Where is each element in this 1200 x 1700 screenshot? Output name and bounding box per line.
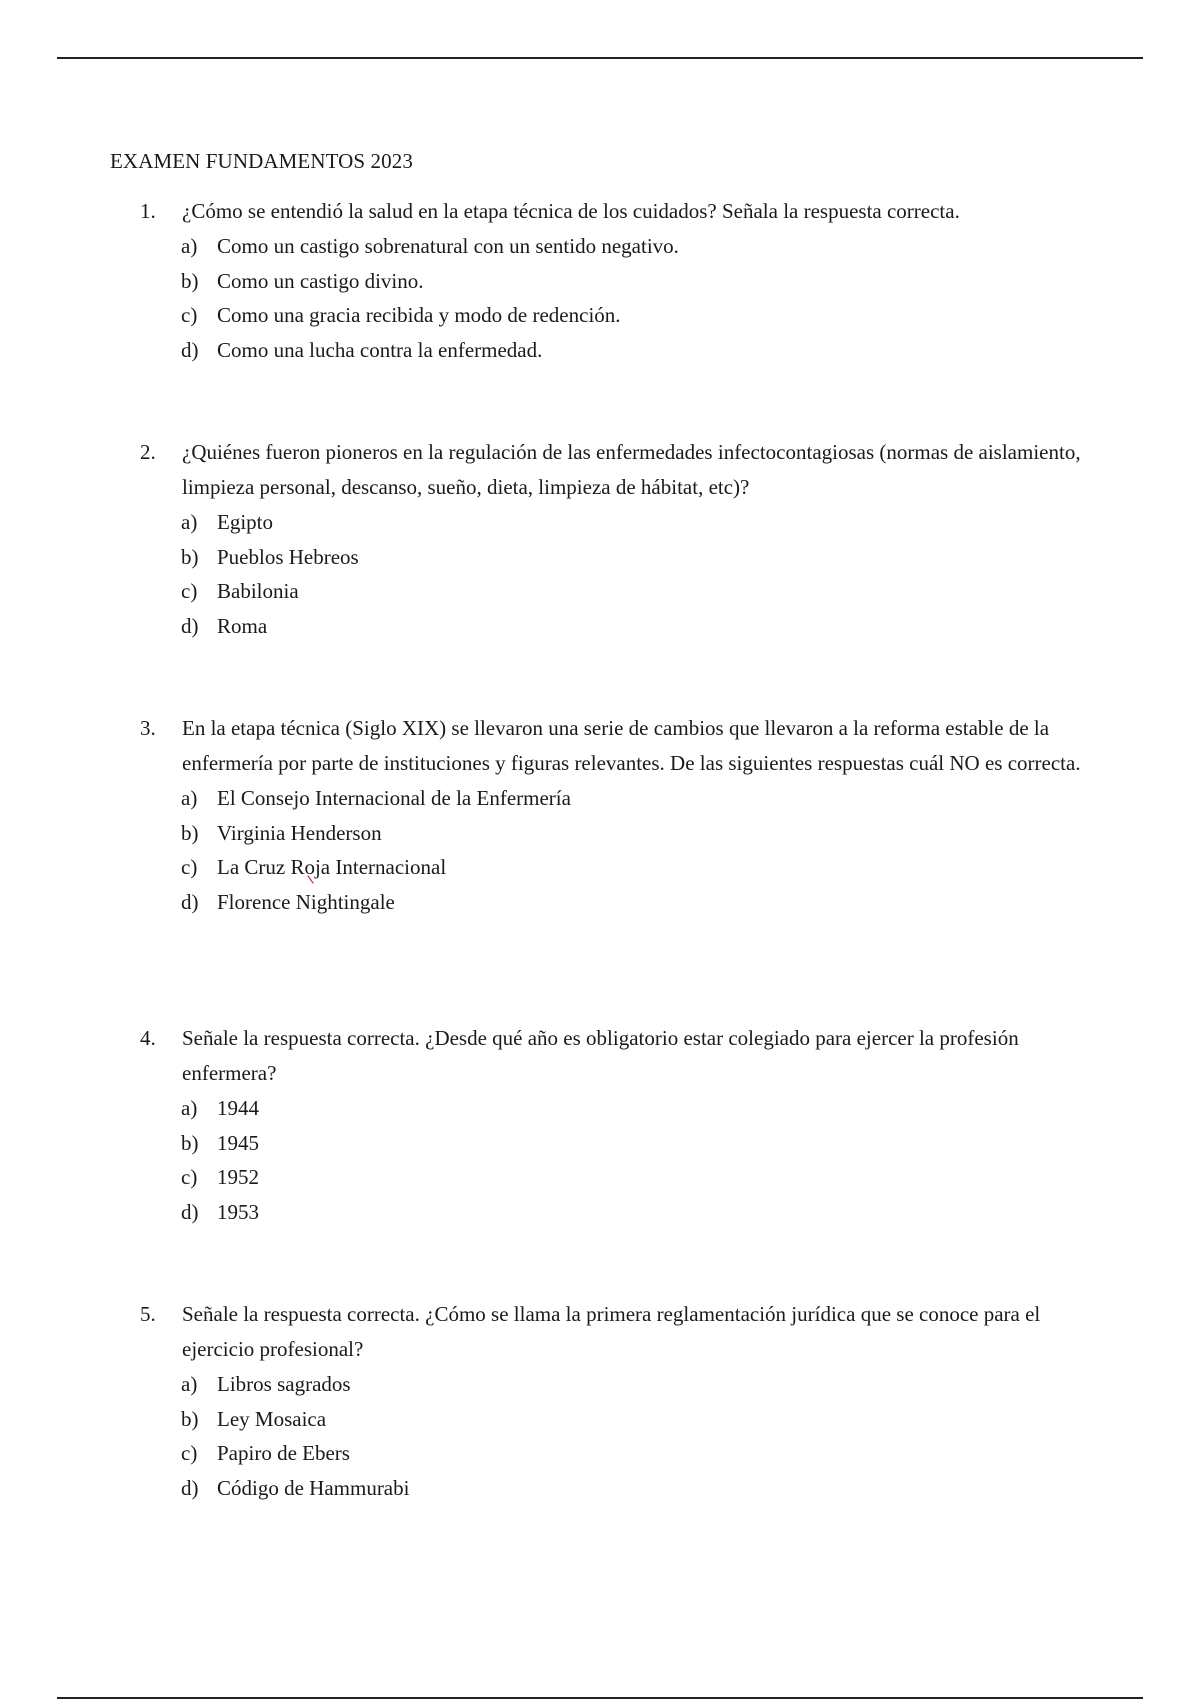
question-number: 4. — [140, 1026, 156, 1050]
pen-mark-icon — [306, 875, 316, 885]
option-letter: d) — [181, 613, 199, 638]
option-c — [181, 1160, 1100, 1195]
option-d — [181, 1471, 1100, 1506]
option-a — [181, 505, 1100, 540]
option-text: Como un castigo sobrenatural con un sentido negativo. — [217, 234, 679, 258]
option-letter: a) — [181, 786, 198, 810]
option-text: Florence Nightingale — [217, 889, 395, 914]
question-number: 5. — [140, 1302, 156, 1326]
option-text: El Consejo Internacional de la Enfermería — [217, 786, 571, 810]
option-text: Código de Hammurabi — [217, 1475, 410, 1500]
option-d — [181, 1195, 1100, 1230]
option-letter: a) — [181, 234, 198, 258]
options-list — [140, 1367, 1100, 1505]
option-a — [181, 1367, 1100, 1402]
option-letter: c) — [181, 303, 198, 327]
question-number: 2. — [140, 440, 156, 464]
option-text: Babilonia — [217, 579, 299, 603]
option-letter: d) — [181, 889, 199, 914]
option-text: 1952 — [217, 1165, 259, 1189]
option-c — [181, 574, 1100, 609]
option-text: La Cruz Roja Internacional — [217, 855, 447, 879]
option-text: 1945 — [217, 1130, 259, 1155]
question-2 — [140, 435, 1100, 643]
option-a — [181, 781, 1100, 816]
option-text: Como una gracia recibida y modo de redención. — [217, 303, 621, 327]
option-letter: d) — [181, 1475, 199, 1500]
question-number: 3. — [140, 716, 156, 740]
question-5 — [140, 1297, 1100, 1505]
option-text: Virginia Henderson — [217, 820, 382, 845]
option-text: Ley Mosaica — [217, 1406, 327, 1431]
option-text: Pueblos Hebreos — [217, 544, 359, 569]
option-a — [181, 1091, 1100, 1126]
option-letter: d) — [181, 1199, 199, 1224]
option-a — [181, 229, 1100, 264]
option-c — [181, 298, 1100, 333]
option-letter: c) — [181, 1441, 198, 1465]
question-text: ¿Quiénes fueron pioneros en la regulación de las enfermedades infectocontagiosas (normas de aislamiento, limpieza personal, descanso, sueño, dieta, limpieza de hábitat, etc)? — [182, 440, 1081, 499]
question-text: Señale la respuesta correcta. ¿Cómo se llama la primera reglamentación jurídica que se conoce para el ejercicio profesional? — [182, 1302, 1041, 1361]
question-text: ¿Cómo se entendió la salud en la etapa técnica de los cuidados? Señala la respuesta correcta. — [182, 199, 960, 223]
option-letter: c) — [181, 1165, 198, 1189]
options-list — [140, 781, 1100, 919]
option-b — [181, 540, 1100, 575]
option-b — [181, 264, 1100, 299]
option-b — [181, 816, 1100, 851]
option-d — [181, 333, 1100, 368]
option-text: Egipto — [217, 510, 273, 534]
option-text: Roma — [217, 613, 268, 638]
option-letter: a) — [181, 510, 198, 534]
question-3 — [140, 711, 1100, 919]
option-letter: b) — [181, 268, 199, 293]
question-4 — [140, 1021, 1100, 1229]
option-letter: b) — [181, 544, 199, 569]
option-letter: b) — [181, 820, 199, 845]
options-list — [140, 505, 1100, 643]
question-text: Señale la respuesta correcta. ¿Desde qué año es obligatorio estar colegiado para ejercer la profesión enfermera? — [182, 1026, 1019, 1085]
option-text: Como una lucha contra la enfermedad. — [217, 337, 543, 362]
option-letter: c) — [181, 579, 198, 603]
option-letter: b) — [181, 1406, 199, 1431]
option-c — [181, 850, 1100, 885]
option-b — [181, 1126, 1100, 1161]
option-d — [181, 609, 1100, 644]
question-number: 1. — [140, 199, 156, 223]
option-text: 1944 — [217, 1096, 259, 1120]
question-1 — [140, 194, 1100, 367]
option-b — [181, 1402, 1100, 1437]
question-text: En la etapa técnica (Siglo XIX) se llevaron una serie de cambios que llevaron a la reforma estable de la enfermería por parte de instituciones y figuras relevantes. De las siguientes respuestas cuál NO es correcta. — [182, 716, 1081, 775]
option-text: Papiro de Ebers — [217, 1441, 350, 1465]
option-letter: a) — [181, 1372, 198, 1396]
option-text: Como un castigo divino. — [217, 268, 424, 293]
option-letter: a) — [181, 1096, 198, 1120]
option-c — [181, 1436, 1100, 1471]
option-letter: c) — [181, 855, 198, 879]
exam-title: EXAMEN FUNDAMENTOS 2023 — [110, 149, 413, 173]
options-list — [140, 1091, 1100, 1229]
header-rule — [57, 57, 1143, 59]
option-d — [181, 885, 1100, 920]
option-letter: b) — [181, 1130, 199, 1155]
option-text: Libros sagrados — [217, 1372, 351, 1396]
options-list — [140, 229, 1100, 367]
option-letter: d) — [181, 337, 199, 362]
footer-rule — [57, 1697, 1143, 1699]
option-text: 1953 — [217, 1199, 259, 1224]
